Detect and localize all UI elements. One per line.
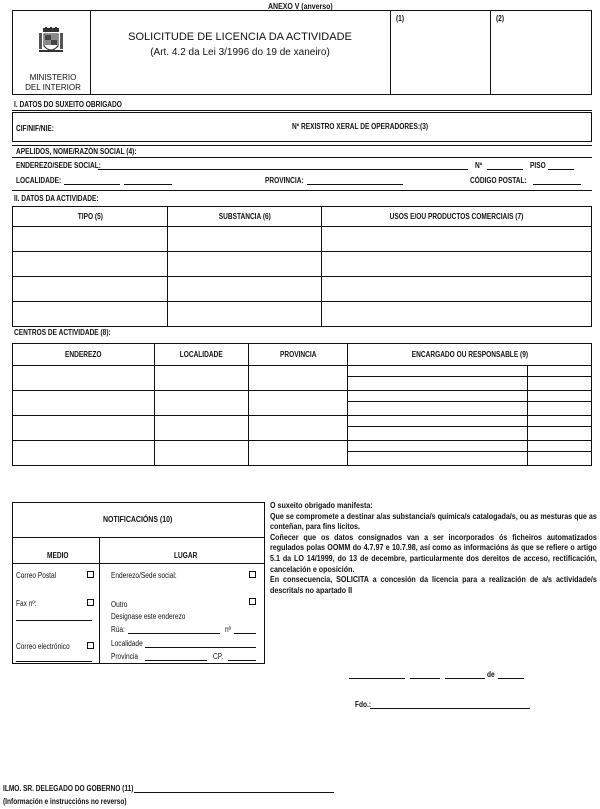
outro-checkbox[interactable] [249,598,256,605]
column-header: USOS E/OU PRODUCTOS COMERCIAIS (7) [322,207,592,227]
province-label: PROVINCIA: [265,176,304,185]
postal-code-field[interactable] [533,184,581,185]
signature-field[interactable] [370,708,530,709]
rua-number-field[interactable] [234,633,256,634]
form-title: SOLICITUDE DE LICENCIA DA ACTIVIDADE [128,31,352,43]
enderezo-sede-checkbox[interactable] [249,571,256,578]
declaration-paragraph-1: Que se compromete a destinar a/as substancia/s química/s catalogada/s, ou as mesturas que as conteñan, para fins lícitos. [270,510,597,532]
coat-of-arms-logo [39,27,63,62]
column-header: PROVINCIA [248,344,348,366]
annex-title: ANEXO V (anverso) [268,1,333,11]
floor-field[interactable] [548,169,574,170]
section-1-title: I. DATOS DO SUXEITO OBRIGADO [14,100,122,109]
rua-label: Rúa: [111,625,125,634]
form-subtitle: (Art. 4.2 da Lei 3/1996 do 19 de xaneiro) [150,47,330,58]
email-field[interactable] [16,661,92,662]
section-3-title: CENTROS DE ACTIVIDADE (8): [14,328,111,337]
correo-postal-label: Correo Postal [16,571,57,580]
rua-field[interactable] [128,633,220,634]
table-row [13,366,592,391]
column-header: SUBSTANCIA (6) [167,207,322,227]
locality-label: LOCALIDADE: [16,176,62,185]
box-2-label: (2) [496,14,505,23]
table-row [13,416,592,441]
fax-label: Fax nº: [16,599,37,608]
correo-electronico-checkbox[interactable] [87,642,94,649]
declaration-intro: O suxeito obrigado manifesta: [270,500,373,510]
table-row [13,252,592,277]
floor-label: PISO [530,161,546,170]
fdo-label: Fdo.: [355,700,372,709]
rua-number-label: nº [225,625,232,634]
column-header: LOCALIDADE [154,344,248,366]
outro-label: Outro [111,600,128,609]
section-2-title: II. DATOS DA ACTIVIDADE: [14,194,99,203]
correo-electronico-label: Correo electrónico [16,642,70,651]
postal-code-label: CÓDIGO POSTAL: [470,176,527,185]
column-header: TIPO (5) [13,207,168,227]
day-field[interactable] [410,678,440,679]
activity-table [12,206,592,327]
cp-label: CP. [213,652,224,661]
notifications-title: NOTIFICACIÓNS (10) [103,514,173,524]
localidade-field[interactable] [145,647,256,648]
table-row [13,277,592,302]
instructions-note: (Información e instruccións no reverso) [3,797,127,806]
de-label: de [487,670,495,679]
year-field[interactable] [498,678,524,679]
declaration-paragraph-2: Coñecer que os datos consignados van a ser incorporados ós ficheiros automatizados regulados polas OOMM do 4.7.97 e 10.7.98, así como as informacións ás que se refiere o artigo 5.1 da LO 14/1999, do 13 de decembre, particularmente dos dereitos de acceso, rectificación, cancelación e oposición. [270,531,597,574]
declaration-paragraph-3: En consecuencia, SOLICITA a concesión da licencia para a realización de a/s actividade/s descrita/s no apartado II [270,574,597,595]
column-header: ENDEREZO [13,344,155,366]
table-row [13,227,592,252]
lugar-header: LUGAR [174,551,198,560]
ministry-name: MINISTERIO DEL INTERIOR [25,73,81,92]
address-field[interactable] [98,169,468,170]
locality-field[interactable] [64,184,120,185]
name-label: APELIDOS, NOME/RAZÓN SOCIAL (4): [16,147,137,156]
addressee: ILMO. SR. DELEGADO DO GOBERNO (11) [3,784,134,793]
column-header: ENCARGADO OU RESPONSABLE (9) [348,344,592,366]
declaration [270,500,600,595]
designase-label: Designase este enderezo [111,612,186,621]
medio-header: MEDIO [47,551,69,560]
number-field[interactable] [487,169,523,170]
cif-label: CIF/NIF/NIE: [16,124,54,133]
addressee-field[interactable] [134,792,334,793]
enderezo-sede-label: Enderezo/Sede social: [111,571,177,580]
registry-label: Nº REXISTRO XERAL DE OPERADORES:(3) [292,122,429,131]
localidade-label: Localidade [111,639,143,648]
correo-postal-checkbox[interactable] [87,571,94,578]
centers-table [12,343,592,466]
cp-field[interactable] [228,660,256,661]
box-1-label: (1) [396,14,405,23]
province-field[interactable] [307,184,403,185]
place-field[interactable] [349,678,405,679]
table-row [13,441,592,466]
provincia-label: Provincia [111,652,138,661]
fax-checkbox[interactable] [87,599,94,606]
number-label: Nº [475,161,483,170]
fax-field[interactable] [16,620,92,621]
table-row [13,391,592,416]
provincia-field[interactable] [145,660,207,661]
table-row [13,302,592,327]
month-field[interactable] [445,678,485,679]
address-label: ENDEREZO/SEDE SOCIAL: [16,161,101,170]
